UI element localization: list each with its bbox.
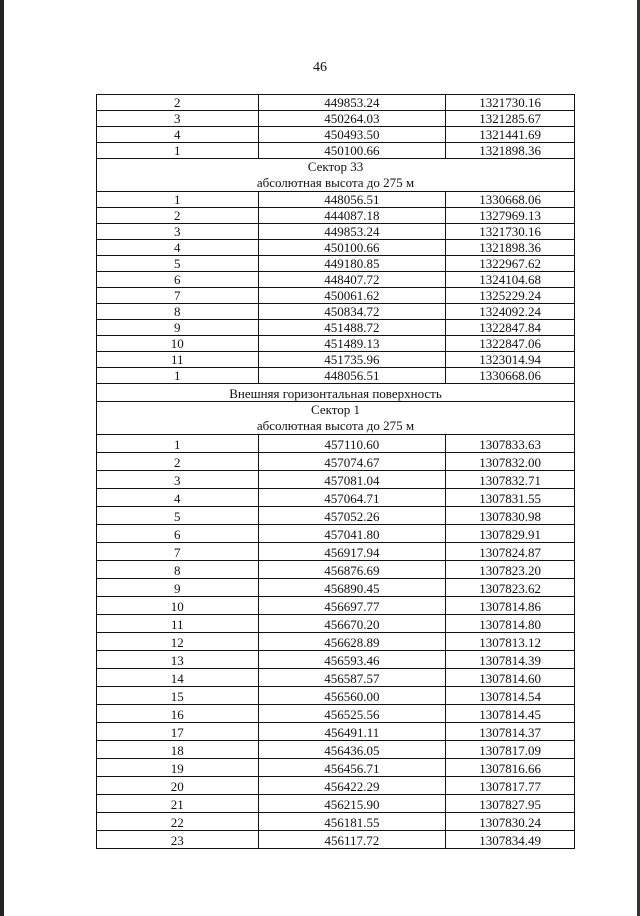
y-coordinate-cell: 1307830.98 <box>446 507 575 525</box>
y-coordinate-cell: 1307817.77 <box>446 777 575 795</box>
point-number-cell: 9 <box>97 579 259 597</box>
y-coordinate-cell: 1307833.63 <box>446 435 575 453</box>
outer-surface-header <box>97 384 575 402</box>
y-coordinate-cell: 1307829.91 <box>446 525 575 543</box>
x-coordinate-cell: 449853.24 <box>258 224 446 240</box>
y-coordinate-cell: 1307831.55 <box>446 489 575 507</box>
table-row <box>97 489 575 507</box>
table-row <box>97 224 575 240</box>
y-coordinate-cell: 1307823.20 <box>446 561 575 579</box>
sector-height: абсолютная высота до 275 м <box>256 418 415 433</box>
point-number-cell: 1 <box>97 192 259 208</box>
x-coordinate-cell: 450100.66 <box>258 240 446 256</box>
table-row <box>97 256 575 272</box>
table-row <box>97 597 575 615</box>
point-number-cell: 22 <box>97 813 259 831</box>
scan-left-edge <box>0 0 4 916</box>
table-row <box>97 143 575 159</box>
y-coordinate-cell: 1322967.62 <box>446 256 575 272</box>
point-number-cell: 6 <box>97 525 259 543</box>
table-row <box>97 633 575 651</box>
x-coordinate-cell: 451488.72 <box>258 320 446 336</box>
x-coordinate-cell: 456456.71 <box>258 759 446 777</box>
point-number-cell: 10 <box>97 597 259 615</box>
table-row <box>97 579 575 597</box>
table-row <box>97 352 575 368</box>
point-number-cell: 7 <box>97 543 259 561</box>
table-row <box>97 651 575 669</box>
point-number-cell: 19 <box>97 759 259 777</box>
x-coordinate-cell: 450264.03 <box>258 111 446 127</box>
y-coordinate-cell: 1323014.94 <box>446 352 575 368</box>
point-number-cell: 11 <box>97 352 259 368</box>
table-row <box>97 795 575 813</box>
point-number-cell: 1 <box>97 368 259 384</box>
table-row <box>97 208 575 224</box>
table-section-b <box>97 192 575 384</box>
x-coordinate-cell: 457081.04 <box>258 471 446 489</box>
y-coordinate-cell: 1321441.69 <box>446 127 575 143</box>
x-coordinate-cell: 457041.80 <box>258 525 446 543</box>
y-coordinate-cell: 1307827.95 <box>446 795 575 813</box>
table-row <box>97 831 575 849</box>
x-coordinate-cell: 448407.72 <box>258 272 446 288</box>
y-coordinate-cell: 1307832.71 <box>446 471 575 489</box>
point-number-cell: 7 <box>97 288 259 304</box>
table-section-c <box>97 435 575 849</box>
point-number-cell: 15 <box>97 687 259 705</box>
y-coordinate-cell: 1307823.62 <box>446 579 575 597</box>
page-number: 46 <box>313 60 327 75</box>
table-row <box>97 127 575 143</box>
table-row <box>97 320 575 336</box>
table-row <box>97 240 575 256</box>
y-coordinate-cell: 1321285.67 <box>446 111 575 127</box>
x-coordinate-cell: 456181.55 <box>258 813 446 831</box>
y-coordinate-cell: 1321730.16 <box>446 95 575 111</box>
point-number-cell: 9 <box>97 320 259 336</box>
sector-heading <box>97 159 575 192</box>
y-coordinate-cell: 1321730.16 <box>446 224 575 240</box>
table-row <box>97 507 575 525</box>
sector-33-header <box>97 159 575 192</box>
y-coordinate-cell: 1307814.86 <box>446 597 575 615</box>
table-row <box>97 615 575 633</box>
x-coordinate-cell: 456890.45 <box>258 579 446 597</box>
y-coordinate-cell: 1321898.36 <box>446 143 575 159</box>
x-coordinate-cell: 456876.69 <box>258 561 446 579</box>
point-number-cell: 4 <box>97 489 259 507</box>
table-row <box>97 304 575 320</box>
y-coordinate-cell: 1322847.06 <box>446 336 575 352</box>
table-row <box>97 543 575 561</box>
x-coordinate-cell: 448056.51 <box>258 192 446 208</box>
x-coordinate-cell: 456117.72 <box>258 831 446 849</box>
table-row <box>97 759 575 777</box>
table-row <box>97 111 575 127</box>
y-coordinate-cell: 1307814.80 <box>446 615 575 633</box>
x-coordinate-cell: 456593.46 <box>258 651 446 669</box>
y-coordinate-cell: 1307832.00 <box>446 453 575 471</box>
table-row <box>97 95 575 111</box>
point-number-cell: 18 <box>97 741 259 759</box>
y-coordinate-cell: 1321898.36 <box>446 240 575 256</box>
sector-title: Сектор 33 <box>307 159 364 174</box>
point-number-cell: 13 <box>97 651 259 669</box>
x-coordinate-cell: 457074.67 <box>258 453 446 471</box>
y-coordinate-cell: 1307814.60 <box>446 669 575 687</box>
y-coordinate-cell: 1307830.24 <box>446 813 575 831</box>
table-row <box>97 192 575 208</box>
x-coordinate-cell: 449853.24 <box>258 95 446 111</box>
point-number-cell: 6 <box>97 272 259 288</box>
point-number-cell: 2 <box>97 95 259 111</box>
surface-heading: Внешняя горизонтальная поверхность <box>97 384 575 402</box>
y-coordinate-cell: 1307814.39 <box>446 651 575 669</box>
point-number-cell: 12 <box>97 633 259 651</box>
table-row <box>97 669 575 687</box>
x-coordinate-cell: 456697.77 <box>258 597 446 615</box>
y-coordinate-cell: 1307814.54 <box>446 687 575 705</box>
x-coordinate-cell: 457064.71 <box>258 489 446 507</box>
x-coordinate-cell: 449180.85 <box>258 256 446 272</box>
point-number-cell: 5 <box>97 256 259 272</box>
table-row <box>97 687 575 705</box>
point-number-cell: 8 <box>97 304 259 320</box>
y-coordinate-cell: 1307813.12 <box>446 633 575 651</box>
point-number-cell: 20 <box>97 777 259 795</box>
sector-heading <box>97 402 575 435</box>
table-section-a <box>97 95 575 159</box>
table-row <box>97 471 575 489</box>
y-coordinate-cell: 1307817.09 <box>446 741 575 759</box>
table-row <box>97 272 575 288</box>
sector-1-header <box>97 402 575 435</box>
point-number-cell: 2 <box>97 453 259 471</box>
x-coordinate-cell: 456422.29 <box>258 777 446 795</box>
table-row <box>97 368 575 384</box>
y-coordinate-cell: 1324104.68 <box>446 272 575 288</box>
x-coordinate-cell: 451489.13 <box>258 336 446 352</box>
table-row <box>97 336 575 352</box>
x-coordinate-cell: 456560.00 <box>258 687 446 705</box>
y-coordinate-cell: 1330668.06 <box>446 368 575 384</box>
x-coordinate-cell: 450100.66 <box>258 143 446 159</box>
table-row <box>97 453 575 471</box>
point-number-cell: 8 <box>97 561 259 579</box>
point-number-cell: 5 <box>97 507 259 525</box>
y-coordinate-cell: 1325229.24 <box>446 288 575 304</box>
x-coordinate-cell: 450061.62 <box>258 288 446 304</box>
x-coordinate-cell: 456670.20 <box>258 615 446 633</box>
table-row <box>97 435 575 453</box>
point-number-cell: 17 <box>97 723 259 741</box>
point-number-cell: 4 <box>97 127 259 143</box>
table-row <box>97 561 575 579</box>
x-coordinate-cell: 444087.18 <box>258 208 446 224</box>
y-coordinate-cell: 1330668.06 <box>446 192 575 208</box>
table-row <box>97 813 575 831</box>
table-row <box>97 777 575 795</box>
x-coordinate-cell: 456525.56 <box>258 705 446 723</box>
x-coordinate-cell: 456587.57 <box>258 669 446 687</box>
point-number-cell: 21 <box>97 795 259 813</box>
point-number-cell: 4 <box>97 240 259 256</box>
point-number-cell: 16 <box>97 705 259 723</box>
table-row <box>97 525 575 543</box>
point-number-cell: 3 <box>97 111 259 127</box>
x-coordinate-cell: 456436.05 <box>258 741 446 759</box>
y-coordinate-cell: 1307834.49 <box>446 831 575 849</box>
table-row <box>97 288 575 304</box>
point-number-cell: 1 <box>97 435 259 453</box>
x-coordinate-cell: 448056.51 <box>258 368 446 384</box>
point-number-cell: 11 <box>97 615 259 633</box>
table-row <box>97 705 575 723</box>
point-number-cell: 2 <box>97 208 259 224</box>
table-row <box>97 741 575 759</box>
x-coordinate-cell: 450493.50 <box>258 127 446 143</box>
point-number-cell: 3 <box>97 224 259 240</box>
x-coordinate-cell: 456917.94 <box>258 543 446 561</box>
point-number-cell: 10 <box>97 336 259 352</box>
sector-title: Сектор 1 <box>310 402 360 417</box>
point-number-cell: 3 <box>97 471 259 489</box>
x-coordinate-cell: 451735.96 <box>258 352 446 368</box>
y-coordinate-cell: 1324092.24 <box>446 304 575 320</box>
y-coordinate-cell: 1307814.45 <box>446 705 575 723</box>
y-coordinate-cell: 1307814.37 <box>446 723 575 741</box>
x-coordinate-cell: 456491.11 <box>258 723 446 741</box>
y-coordinate-cell: 1327969.13 <box>446 208 575 224</box>
y-coordinate-cell: 1307824.87 <box>446 543 575 561</box>
point-number-cell: 1 <box>97 143 259 159</box>
coordinates-table <box>96 94 575 849</box>
table-row <box>97 723 575 741</box>
x-coordinate-cell: 457110.60 <box>258 435 446 453</box>
x-coordinate-cell: 450834.72 <box>258 304 446 320</box>
y-coordinate-cell: 1322847.84 <box>446 320 575 336</box>
x-coordinate-cell: 457052.26 <box>258 507 446 525</box>
point-number-cell: 23 <box>97 831 259 849</box>
x-coordinate-cell: 456628.89 <box>258 633 446 651</box>
point-number-cell: 14 <box>97 669 259 687</box>
y-coordinate-cell: 1307816.66 <box>446 759 575 777</box>
x-coordinate-cell: 456215.90 <box>258 795 446 813</box>
sector-height: абсолютная высота до 275 м <box>256 175 415 190</box>
